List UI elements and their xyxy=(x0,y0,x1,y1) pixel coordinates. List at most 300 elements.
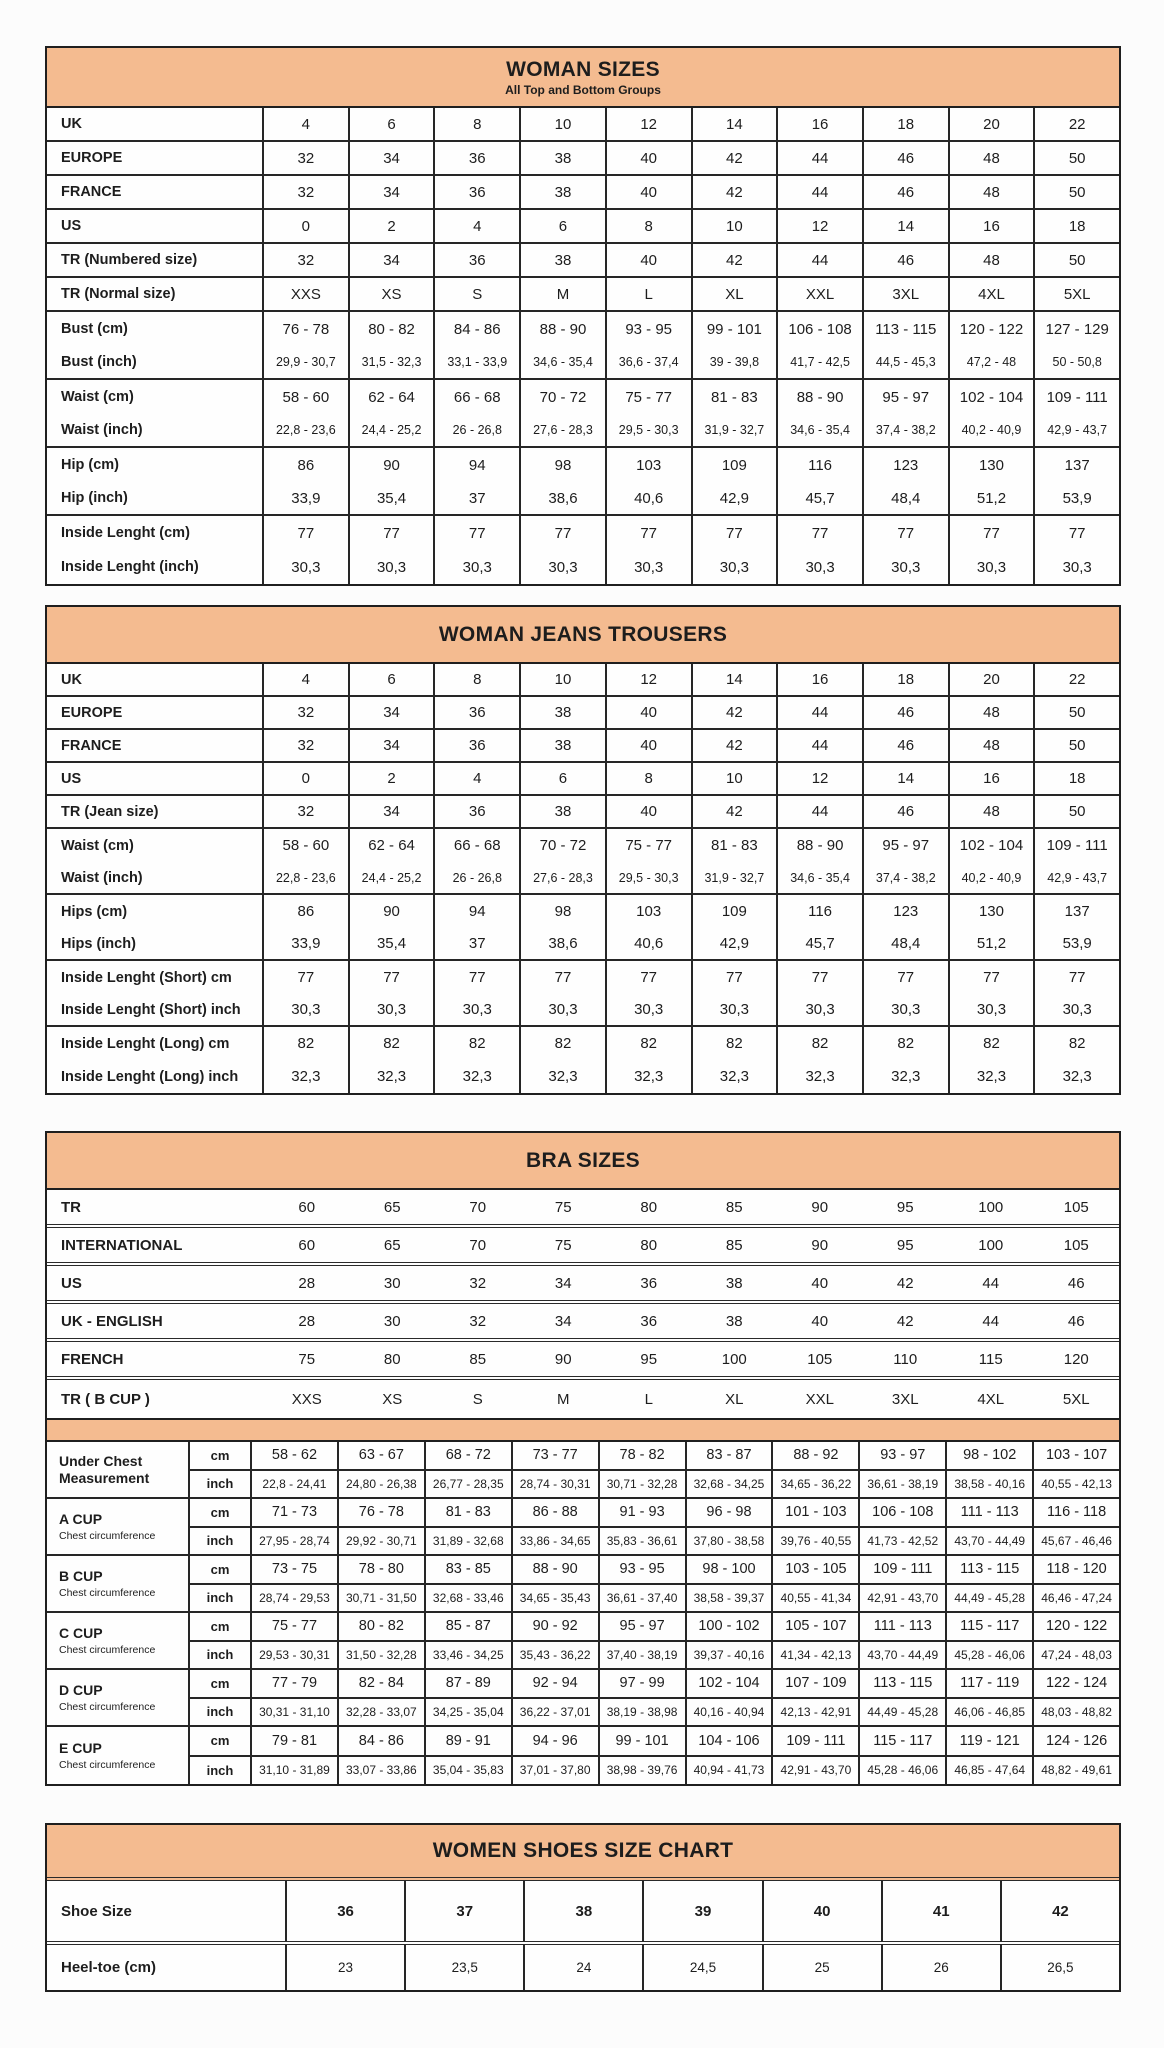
table-row xyxy=(47,210,1119,244)
size-cell: 29,92 - 30,71 xyxy=(339,1528,426,1555)
size-cell: 48 xyxy=(950,176,1036,208)
size-cell: XXS xyxy=(291,1390,322,1408)
size-cell: 50 xyxy=(1068,149,1086,167)
size-cell: 35,4 xyxy=(350,482,436,514)
row-label: INTERNATIONAL xyxy=(61,1236,183,1254)
size-cell: 30,3 xyxy=(950,994,1036,1025)
unit-label: cm xyxy=(190,1442,252,1469)
size-cell: 86 - 88 xyxy=(513,1499,600,1526)
size-cell: 29,53 - 30,31 xyxy=(252,1642,339,1669)
row-label: FRANCE xyxy=(47,176,264,208)
size-cell: 35,04 - 35,83 xyxy=(426,1757,513,1785)
size-cell: 84 - 86 xyxy=(435,312,521,346)
cup-name: Under Chest Measurement xyxy=(59,1453,150,1486)
size-cell: 88 - 90 xyxy=(513,1556,600,1583)
size-cell: 41 xyxy=(883,1881,1002,1941)
size-cell: 106 - 108 xyxy=(778,312,864,346)
size-cell: 130 xyxy=(950,895,1036,928)
size-cell: 36 xyxy=(435,697,521,728)
cup-name: D CUP xyxy=(59,1682,103,1699)
size-cell: 46,06 - 46,85 xyxy=(947,1699,1034,1726)
size-cell: 26 xyxy=(883,1945,1002,1990)
size-cell: 27,95 - 28,74 xyxy=(252,1528,339,1555)
size-cell: 3XL xyxy=(891,1390,919,1408)
size-cell: 32,68 - 34,25 xyxy=(687,1471,774,1498)
unit-label: inch xyxy=(190,1757,252,1785)
size-cell: 30,3 xyxy=(864,994,950,1025)
cup-row-inch xyxy=(190,1528,1119,1555)
size-cell: 28,74 - 30,31 xyxy=(513,1471,600,1498)
size-cell: 35,4 xyxy=(350,928,436,959)
size-cell: 26 - 26,8 xyxy=(435,862,521,893)
size-cell: 38 xyxy=(521,244,607,276)
row-label: Hips (cm) xyxy=(47,895,264,928)
bra-size-row xyxy=(47,1304,1119,1342)
table-row xyxy=(47,961,1119,994)
table-row xyxy=(47,550,1119,584)
size-cell: 10 xyxy=(693,763,779,794)
bra-size-row xyxy=(47,1190,1119,1228)
size-cell: 45,67 - 46,46 xyxy=(1041,1533,1112,1548)
bra-sizes-table xyxy=(45,1131,1121,1786)
size-cell: 40 xyxy=(607,176,693,208)
woman-sizes-table xyxy=(45,46,1121,586)
woman-sizes-rows xyxy=(47,108,1119,584)
size-cell: 42,9 xyxy=(693,928,779,959)
row-label: Shoe Size xyxy=(47,1881,287,1941)
cup-sublabel: Chest circumference xyxy=(59,1529,156,1542)
cup-name: E CUP xyxy=(59,1740,102,1757)
size-cell: 109 - 111 xyxy=(1046,388,1108,406)
size-cell: 98 - 100 xyxy=(687,1556,774,1583)
row-label: TR (Normal size) xyxy=(47,278,264,310)
unit-label: cm xyxy=(190,1499,252,1526)
size-cell: XL xyxy=(693,278,779,310)
size-cell: 75 xyxy=(298,1350,316,1368)
size-cell: 36,61 - 37,40 xyxy=(600,1585,687,1612)
size-cell: 85 xyxy=(469,1350,487,1368)
size-cell: 4 xyxy=(264,664,350,695)
size-cell: 111 - 113 xyxy=(947,1499,1034,1526)
table-row xyxy=(47,697,1119,730)
size-cell: 30,3 xyxy=(778,994,864,1025)
cup-label xyxy=(47,1613,190,1668)
unit-label: cm xyxy=(190,1670,252,1697)
size-cell: 34 xyxy=(350,796,436,827)
size-cell: 42,9 xyxy=(693,482,779,514)
size-cell: 32 xyxy=(264,730,350,761)
size-cell: 30,3 xyxy=(693,550,779,584)
size-cell: 4 xyxy=(435,763,521,794)
size-cell: 88 - 92 xyxy=(773,1442,860,1469)
size-cell: 38,58 - 40,16 xyxy=(947,1471,1034,1498)
size-cell: 70 - 72 xyxy=(521,829,607,862)
cup-measurements xyxy=(190,1613,1119,1668)
size-cell: 30,3 xyxy=(1062,1001,1092,1018)
size-cell: 45,7 xyxy=(778,482,864,514)
size-cell: 48,4 xyxy=(864,928,950,959)
size-cell: 109 - 111 xyxy=(1046,837,1108,854)
size-cell: 40,55 - 42,13 xyxy=(1041,1476,1112,1491)
size-cell: 30,3 xyxy=(350,550,436,584)
size-cell: 22 xyxy=(1068,115,1086,133)
cup-group xyxy=(47,1670,1119,1727)
size-cell: 34 xyxy=(554,1312,572,1330)
size-cell: 77 xyxy=(778,516,864,550)
size-cell: 32,3 xyxy=(350,1060,436,1093)
size-cell: 14 xyxy=(693,664,779,695)
size-cell: 98 xyxy=(521,895,607,928)
size-cell: 46 xyxy=(1067,1312,1085,1330)
size-cell: 85 - 87 xyxy=(426,1613,513,1640)
size-cell: 50 xyxy=(1068,803,1086,820)
size-cell: 95 xyxy=(896,1198,914,1216)
size-cell: 31,9 - 32,7 xyxy=(693,862,779,893)
size-cell: 34,65 - 35,43 xyxy=(513,1585,600,1612)
size-cell: 38 xyxy=(521,697,607,728)
women-shoes-rows xyxy=(47,1881,1119,1990)
row-label: Inside Lenght (Long) cm xyxy=(47,1027,264,1060)
size-cell: 113 - 115 xyxy=(860,1670,947,1697)
size-cell: 42 xyxy=(693,796,779,827)
size-cell: 32,3 xyxy=(264,1060,350,1093)
size-cell: 34 xyxy=(350,176,436,208)
size-cell: 88 - 90 xyxy=(778,380,864,414)
size-cell: 86 xyxy=(264,895,350,928)
size-cell: 30 xyxy=(383,1274,401,1292)
women-shoes-header xyxy=(47,1825,1119,1881)
row-label: TR xyxy=(61,1198,81,1216)
size-cell: 4XL xyxy=(977,1390,1005,1408)
size-cell: 110 xyxy=(893,1350,918,1368)
size-cell: 22 xyxy=(1068,671,1086,688)
size-cell: 62 - 64 xyxy=(350,829,436,862)
bra-size-row xyxy=(47,1228,1119,1266)
size-cell: 82 xyxy=(864,1027,950,1060)
size-cell: 36 xyxy=(435,176,521,208)
size-cell: L xyxy=(607,278,693,310)
cup-measurements xyxy=(190,1727,1119,1784)
size-cell: 24 xyxy=(525,1945,644,1990)
table-row xyxy=(47,928,1119,961)
woman-jeans-header xyxy=(47,607,1119,664)
size-cell: 46 xyxy=(864,730,950,761)
size-cell: 106 - 108 xyxy=(860,1499,947,1526)
size-cell: 102 - 104 xyxy=(950,829,1036,862)
size-cell: 109 xyxy=(693,448,779,482)
row-label: Waist (cm) xyxy=(47,829,264,862)
size-cell: 38 xyxy=(725,1312,743,1330)
row-label: Inside Lenght (cm) xyxy=(47,516,264,550)
size-cell: 40,6 xyxy=(607,482,693,514)
size-cell: 76 - 78 xyxy=(264,312,350,346)
size-cell: 53,9 xyxy=(1062,935,1092,952)
size-cell: 116 xyxy=(778,895,864,928)
size-cell: 99 - 101 xyxy=(693,312,779,346)
size-cell: 38 xyxy=(521,142,607,174)
size-cell: 82 - 84 xyxy=(339,1670,426,1697)
size-cell: 31,9 - 32,7 xyxy=(693,414,779,446)
size-cell: 60 xyxy=(298,1198,316,1216)
size-cell: 42 xyxy=(693,176,779,208)
size-cell: 33,1 - 33,9 xyxy=(435,346,521,378)
size-cell: 18 xyxy=(1068,770,1086,787)
size-cell: 42 xyxy=(693,730,779,761)
row-label: Hip (inch) xyxy=(47,482,264,514)
size-cell: 94 - 96 xyxy=(513,1727,600,1755)
size-cell: S xyxy=(472,1390,483,1408)
bra-size-row xyxy=(47,1266,1119,1304)
size-cell: 77 xyxy=(435,961,521,994)
size-cell: 44 xyxy=(778,176,864,208)
size-cell: 73 - 75 xyxy=(252,1556,339,1583)
divider-strip xyxy=(47,1418,1119,1442)
size-cell: 8 xyxy=(435,108,521,140)
size-cell: 36,22 - 37,01 xyxy=(513,1699,600,1726)
size-cell: 42 xyxy=(693,244,779,276)
size-cell: 50 xyxy=(1068,704,1086,721)
size-cell: 65 xyxy=(383,1198,401,1216)
size-cell: 33,86 - 34,65 xyxy=(513,1528,600,1555)
size-cell: 29,5 - 30,3 xyxy=(607,862,693,893)
size-cell: 127 - 129 xyxy=(1045,320,1109,338)
row-label: TR (Jean size) xyxy=(47,796,264,827)
size-cell: 18 xyxy=(864,108,950,140)
size-cell: 38,58 - 39,37 xyxy=(687,1585,774,1612)
row-label: FRENCH xyxy=(61,1350,124,1368)
size-cell: 90 xyxy=(554,1350,572,1368)
size-cell: 88 - 90 xyxy=(521,312,607,346)
table-row xyxy=(47,312,1119,346)
size-cell: 40,2 - 40,9 xyxy=(950,862,1036,893)
size-cell: 90 - 92 xyxy=(513,1613,600,1640)
size-cell: 46 xyxy=(864,796,950,827)
woman-jeans-trousers-table xyxy=(45,605,1121,1095)
size-cell: 76 - 78 xyxy=(339,1499,426,1526)
cup-row-cm xyxy=(190,1613,1119,1642)
size-cell: 45,28 - 46,06 xyxy=(947,1642,1034,1669)
size-cell: 6 xyxy=(350,664,436,695)
size-cell: 80 xyxy=(640,1198,658,1216)
size-cell: M xyxy=(521,278,607,310)
size-cell: 12 xyxy=(607,664,693,695)
size-cell: 75 - 77 xyxy=(607,829,693,862)
size-cell: 36 xyxy=(640,1274,658,1292)
cup-name: C CUP xyxy=(59,1625,103,1642)
row-label: EUROPE xyxy=(47,142,264,174)
table-row xyxy=(47,278,1119,312)
women-shoes-table xyxy=(45,1823,1121,1992)
size-cell: 30,3 xyxy=(778,550,864,584)
size-cell: 65 xyxy=(383,1236,401,1254)
size-cell: 83 - 85 xyxy=(426,1556,513,1583)
size-cell: 32,3 xyxy=(693,1060,779,1093)
cup-label xyxy=(47,1499,190,1554)
size-cell: 40,55 - 41,34 xyxy=(773,1585,860,1612)
size-cell: 40 xyxy=(811,1312,829,1330)
size-cell: 20 xyxy=(950,664,1036,695)
size-cell: 23,5 xyxy=(406,1945,525,1990)
size-cell: 30,3 xyxy=(1062,558,1092,576)
size-cell: 38,6 xyxy=(521,482,607,514)
size-cell: 80 xyxy=(383,1350,401,1368)
size-cell: 30,71 - 31,50 xyxy=(339,1585,426,1612)
size-cell: 40 xyxy=(607,142,693,174)
size-cell: 79 - 81 xyxy=(252,1727,339,1755)
size-cell: 92 - 94 xyxy=(513,1670,600,1697)
size-cell: 44,5 - 45,3 xyxy=(864,346,950,378)
size-cell: 37 xyxy=(435,482,521,514)
size-cell: 36 xyxy=(287,1881,406,1941)
size-cell: 30,3 xyxy=(607,994,693,1025)
size-cell: 105 - 107 xyxy=(773,1613,860,1640)
row-label: Waist (inch) xyxy=(47,414,264,446)
size-cell: 6 xyxy=(521,763,607,794)
size-cell: 137 xyxy=(1064,903,1090,920)
bra-size-rows xyxy=(47,1190,1119,1418)
size-cell: 70 xyxy=(469,1198,487,1216)
size-cell: 42,9 - 43,7 xyxy=(1047,870,1108,885)
size-cell: 77 xyxy=(864,516,950,550)
table-row xyxy=(47,796,1119,829)
cup-label xyxy=(47,1442,190,1497)
row-label: UK xyxy=(47,108,264,140)
size-cell: 50 xyxy=(1068,183,1086,201)
size-cell: 28,74 - 29,53 xyxy=(252,1585,339,1612)
size-cell: 30,3 xyxy=(521,550,607,584)
size-cell: 23 xyxy=(287,1945,406,1990)
size-cell: XL xyxy=(725,1390,744,1408)
table-title: WOMEN SHOES SIZE CHART xyxy=(432,1839,734,1862)
size-cell: 40 xyxy=(607,730,693,761)
size-cell: 77 - 79 xyxy=(252,1670,339,1697)
size-cell: 42 xyxy=(896,1274,914,1292)
size-cell: 77 xyxy=(607,961,693,994)
size-cell: 40,16 - 40,94 xyxy=(687,1699,774,1726)
size-cell: 81 - 83 xyxy=(693,829,779,862)
size-cell: 33,9 xyxy=(264,928,350,959)
size-cell: 44 xyxy=(778,142,864,174)
size-cell: 30,3 xyxy=(521,994,607,1025)
size-cell: 58 - 62 xyxy=(252,1442,339,1469)
size-cell: 41,34 - 42,13 xyxy=(773,1642,860,1669)
table-title: WOMAN JEANS TROUSERS xyxy=(438,622,728,646)
table-row xyxy=(47,1881,1119,1945)
size-cell: 80 - 82 xyxy=(350,312,436,346)
cup-row-cm xyxy=(190,1499,1119,1528)
size-cell: 98 xyxy=(521,448,607,482)
unit-label: inch xyxy=(190,1585,252,1612)
size-cell: 48,03 - 48,82 xyxy=(1041,1704,1112,1719)
size-cell: 42 xyxy=(896,1312,914,1330)
size-cell: 5XL xyxy=(1063,285,1091,303)
cup-row-inch xyxy=(190,1699,1119,1726)
size-cell: 48,4 xyxy=(864,482,950,514)
size-cell: 78 - 82 xyxy=(600,1442,687,1469)
size-cell: 10 xyxy=(521,108,607,140)
size-cell: 115 - 117 xyxy=(860,1727,947,1755)
size-cell: 75 xyxy=(554,1198,572,1216)
size-cell: 50 xyxy=(1068,737,1086,754)
size-cell: 2 xyxy=(350,763,436,794)
size-cell: 37,80 - 38,58 xyxy=(687,1528,774,1555)
size-cell: 63 - 67 xyxy=(339,1442,426,1469)
size-cell: 0 xyxy=(264,763,350,794)
size-cell: 10 xyxy=(521,664,607,695)
size-cell: 93 - 97 xyxy=(860,1442,947,1469)
size-cell: 102 - 104 xyxy=(950,380,1036,414)
size-cell: 46,85 - 47,64 xyxy=(947,1757,1034,1785)
size-cell: 30,3 xyxy=(693,994,779,1025)
size-cell: 84 - 86 xyxy=(339,1727,426,1755)
size-cell: 44 xyxy=(778,796,864,827)
size-cell: 44,49 - 45,28 xyxy=(860,1699,947,1726)
size-cell: 101 - 103 xyxy=(773,1499,860,1526)
size-cell: 30,3 xyxy=(864,550,950,584)
size-cell: 42 xyxy=(1052,1902,1069,1920)
size-cell: 105 xyxy=(1063,1198,1089,1216)
size-cell: 46 xyxy=(864,142,950,174)
size-cell: 39 xyxy=(644,1881,763,1941)
size-cell: 16 xyxy=(778,108,864,140)
cup-group xyxy=(47,1613,1119,1670)
row-label: UK xyxy=(47,664,264,695)
size-cell: 77 xyxy=(521,961,607,994)
size-cell: 103 xyxy=(607,895,693,928)
row-label: Inside Lenght (Long) inch xyxy=(47,1060,264,1093)
size-cell: 77 xyxy=(521,516,607,550)
size-cell: 85 xyxy=(725,1198,743,1216)
size-cell: 40 xyxy=(607,244,693,276)
size-cell: 83 - 87 xyxy=(687,1442,774,1469)
size-cell: 68 - 72 xyxy=(426,1442,513,1469)
table-row xyxy=(47,1060,1119,1093)
size-cell: 82 xyxy=(435,1027,521,1060)
size-cell: 66 - 68 xyxy=(435,829,521,862)
size-cell: 42,9 - 43,7 xyxy=(1047,423,1108,437)
row-label: Waist (inch) xyxy=(47,862,264,893)
size-cell: 95 xyxy=(640,1350,658,1368)
table-row xyxy=(47,176,1119,210)
size-cell: 77 xyxy=(1068,969,1086,986)
size-cell: 75 - 77 xyxy=(607,380,693,414)
woman-sizes-header xyxy=(47,48,1119,108)
size-cell: 38 xyxy=(525,1881,644,1941)
size-cell: 95 xyxy=(896,1236,914,1254)
size-cell: 77 xyxy=(264,516,350,550)
size-cell: 122 - 124 xyxy=(1045,1675,1108,1692)
cup-sublabel: Chest circumference xyxy=(59,1643,156,1656)
size-cell: 26,5 xyxy=(1047,1960,1074,1975)
size-cell: 26,77 - 28,35 xyxy=(426,1471,513,1498)
size-cell: 77 xyxy=(950,961,1036,994)
table-subtitle: All Top and Bottom Groups xyxy=(505,82,661,97)
size-cell: 109 xyxy=(693,895,779,928)
size-cell: 38 xyxy=(521,796,607,827)
size-cell: 95 - 97 xyxy=(864,380,950,414)
size-cell: 35,43 - 36,22 xyxy=(513,1642,600,1669)
size-cell: 82 xyxy=(607,1027,693,1060)
table-row xyxy=(47,142,1119,176)
size-cell: 32,3 xyxy=(950,1060,1036,1093)
size-cell: 4 xyxy=(264,108,350,140)
table-row xyxy=(47,895,1119,928)
size-cell: 62 - 64 xyxy=(350,380,436,414)
bra-size-row xyxy=(47,1342,1119,1380)
size-cell: 30,3 xyxy=(350,994,436,1025)
size-cell: 30 xyxy=(383,1312,401,1330)
size-cell: 46,46 - 47,24 xyxy=(1041,1590,1112,1605)
